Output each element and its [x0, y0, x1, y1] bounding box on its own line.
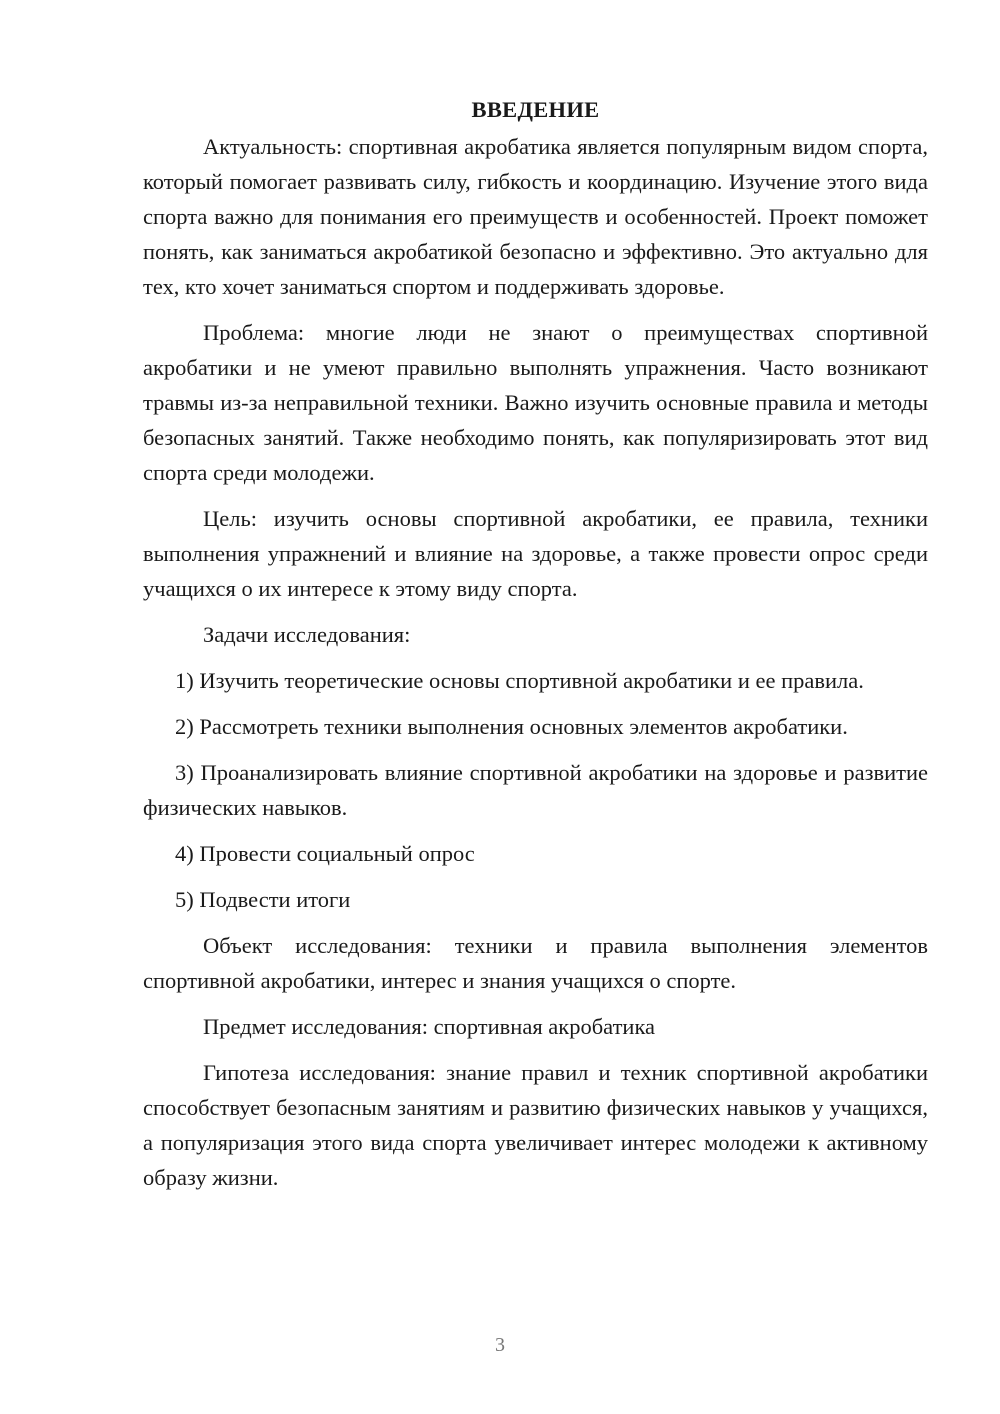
subject-paragraph: Предмет исследования: спортивная акробатика — [203, 1014, 656, 1039]
document-page — [143, 92, 928, 1206]
task-item: 1) Изучить теоретические основы спортивной акробатики и ее правила. — [175, 668, 864, 693]
page-number: 3 — [495, 1334, 505, 1356]
task-item: 4) Провести социальный опрос — [175, 841, 475, 866]
problem-paragraph: Проблема: многие люди не знают о преимуществах спортивной акробатики и не умеют правильно выполнять упражнения. Часто возникают травмы из-за неправильной техники. Важно изучить основные правила и методы безопасных занятий. Также необходимо понять, как популяризировать этот вид спорта среди молодежи. — [143, 320, 928, 485]
goal-paragraph: Цель: изучить основы спортивной акробатики, ее правила, техники выполнения упражнений и влияние на здоровье, а также провести опрос среди учащихся о их интересе к этому виду спорта. — [143, 506, 928, 601]
tasks-list — [143, 663, 928, 917]
object-paragraph: Объект исследования: техники и правила выполнения элементов спортивной акробатики, интерес и знания учащихся о спорте. — [143, 933, 928, 993]
relevance-paragraph: Актуальность: спортивная акробатика является популярным видом спорта, который помогает развивать силу, гибкость и координацию. Изучение этого вида спорта важно для понимания его преимуществ и особенностей. Проект поможет понять, как заниматься акробатикой безопасно и эффективно. Это актуально для тех, кто хочет заниматься спортом и поддерживать здоровье. — [143, 134, 928, 299]
tasks-heading: Задачи исследования: — [203, 622, 411, 647]
task-item: 5) Подвести итоги — [175, 887, 351, 912]
task-item: 3) Проанализировать влияние спортивной акробатики на здоровье и развитие физических навыков. — [143, 760, 928, 820]
section-title: ВВЕДЕНИЕ — [471, 97, 600, 122]
hypothesis-paragraph: Гипотеза исследования: знание правил и техник спортивной акробатики способствует безопасным занятиям и развитию физических навыков у учащихся, а популяризация этого вида спорта увеличивает интерес молодежи к активному образу жизни. — [143, 1060, 928, 1190]
task-item: 2) Рассмотреть техники выполнения основных элементов акробатики. — [175, 714, 848, 739]
